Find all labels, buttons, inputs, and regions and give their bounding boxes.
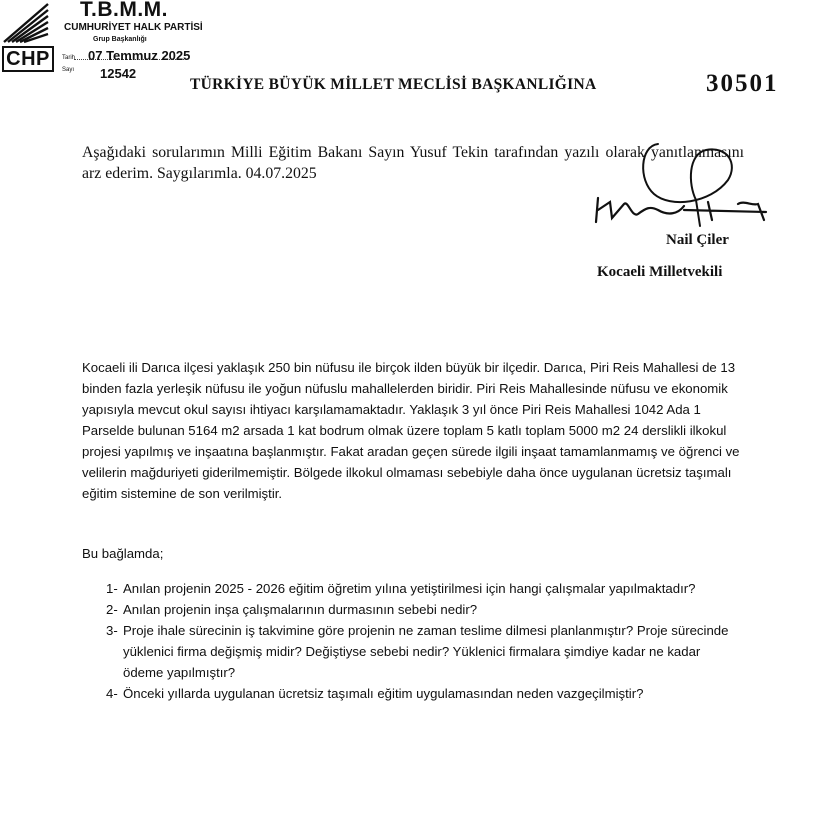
tbmm-receipt-stamp <box>0 0 203 82</box>
question-text: Önceki yıllarda uygulanan ücretsiz taşımalı eğitim uygulamasından neden vazgeçilmiştir? <box>123 686 644 701</box>
signer-title: Kocaeli Milletvekili <box>597 264 723 280</box>
stamp-date-label: Tarih <box>62 55 76 61</box>
stamp-number-label: Sayı <box>62 67 75 73</box>
question-item <box>82 620 742 683</box>
question-item <box>82 578 742 599</box>
question-text: Anılan projenin 2025 - 2026 eğitim öğretim yılına yetiştirilmesi için hangi çalışmalar yapılmaktadır? <box>123 581 696 596</box>
question-number: 2- <box>106 602 118 617</box>
party-abbreviation: CHP <box>2 46 54 72</box>
stamp-group: Grup Başkanlığı <box>93 36 147 43</box>
question-item <box>82 683 742 704</box>
handwritten-signature <box>588 140 778 235</box>
context-line: Bu bağlamda; <box>82 546 164 561</box>
question-number: 3- <box>106 623 118 638</box>
question-number: 1- <box>106 581 118 596</box>
stamp-number-value: 12542 <box>100 66 137 81</box>
signer-name: Nail Çiler <box>666 232 729 248</box>
document-number: 30501 <box>706 70 779 97</box>
question-list <box>82 578 742 704</box>
intro-paragraph: Aşağıdaki sorularımın Milli Eğitim Bakanı Sayın Yusuf Tekin tarafından yazılı olarak yanıtlanmasını arz ederim. Saygılarımla. 04.07.2025 <box>82 144 744 182</box>
chp-six-arrows-icon <box>2 2 52 46</box>
page-heading: TÜRKİYE BÜYÜK MİLLET MECLİSİ BAŞKANLIĞINA <box>190 76 597 93</box>
stamp-title: T.B.M.M. <box>80 0 168 21</box>
body-paragraph: Kocaeli ili Darıca ilçesi yaklaşık 250 bin nüfusu ile birçok ilden büyük bir ilçedir. Darıca, Piri Reis Mahallesi de 13 binden fazla yerleşik nüfusu ile yoğun nüfuslu mahallelerden biridir. Piri Reis Mahallesinde nüfusu ve ekonomik yapısıyla mevcut okul sayısı ihtiyacı karşılamamaktadır. Yaklaşık 3 yıl önce Piri Reis Mahallesi 1042 Ada 1 Parselde bulunan 5164 m2 arsada 1 kat bodrum olmak üzere toplam 5 katlı toplam 5000 m2 24 derslikli ilkokul projesi yapılmış ve inşaatına başlanmıştır. Fakat aradan geçen sürede ilgili inşaat tamamlanmamış ve öğrenci ve velilerin mağduriyeti giderilmemiştir. Bölgede ilkokul olmaması sebebiyle daha önce uygulanan ücretsiz taşımalı eğitim sistemine de son verilmiştir. <box>82 360 740 501</box>
question-text: Proje ihale sürecinin iş takvimine göre projenin ne zaman teslime dilmesi planlanmıştır? Proje sürecinde yüklenici firma değişmiş midir? Değiştiyse sebebi nedir? Yüklenici firmalara şimdiye kadar ne kadar ödeme yapılmıştır? <box>123 623 729 680</box>
stamp-party-name: CUMHURİYET HALK PARTİSİ <box>64 22 203 33</box>
question-item <box>82 599 742 620</box>
stamp-date-value: 07 Temmuz 2025 <box>88 48 191 63</box>
question-number: 4- <box>106 686 118 701</box>
question-text: Anılan projenin inşa çalışmalarının durmasının sebebi nedir? <box>123 602 478 617</box>
